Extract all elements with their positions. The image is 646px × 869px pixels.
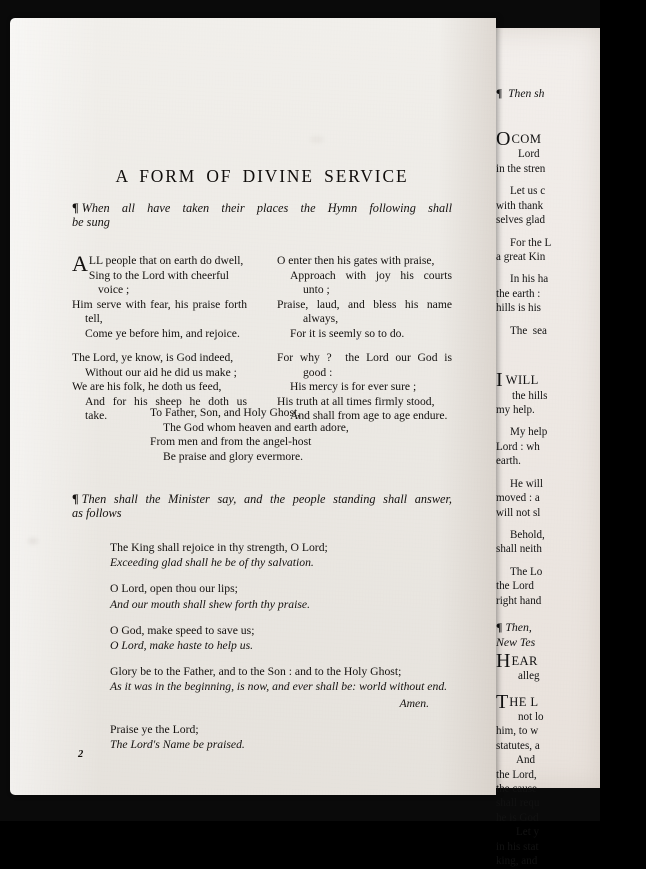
page-title: A FORM OF DIVINE SERVICE [115,166,409,186]
hymn-line: For it is seemly so to do. [290,326,405,340]
facing-page-text-fragments: ¶ Then sh O COM Lord in the stren Let us c with thank selves glad For the L a great Kin In his ha the earth : hills is his The sea I WILL the hills my help. My help Lord : wh earth. He will moved : a will not sl Behold, shall neith The Lo the Lord right hand ¶ Then, New Tes H EAR alleg T HE L not lo him, to w statutes, a And the Lord, the cause shall requ he is God Let y in his stat king, and [496,87,552,868]
versicle: Glory be to the Father, and to the Son : and to the Holy Ghost; [110,665,402,679]
rubric-1-line-2: be sung [72,215,110,230]
hymn-line: Without our aid he did us make ; [85,365,237,379]
versicle-response-pair [110,581,455,611]
hymn-line: voice ; [98,283,130,297]
hymn-doxology-stanza [72,406,452,465]
hymn-line: And for his sheep he doth us [85,394,247,408]
response: The Lord's Name be praised. [110,738,245,752]
hymn-line: unto ; [303,283,330,297]
hymn-line: good : [303,365,333,379]
versicle-response-pair [110,623,455,653]
rubric-1-line-1: When all have taken their places the Hymn following shall [81,201,452,215]
hymn-line: LL people that on earth do dwell, [88,254,244,267]
hymn-line: take. [85,409,108,423]
response: And our mouth shall shew forth thy praise. [110,597,310,611]
versicle-response-pair [110,540,455,570]
rubric-hymn-instruction [72,201,452,230]
rubric-2-line-1: Then shall the Minister say, and the people standing shall answer, [81,492,452,506]
response: O Lord, make haste to help us. [110,639,254,653]
hymn-line: Approach with joy his courts [290,268,452,282]
pilcrow-icon: ¶ [72,201,79,215]
hymn-stanza [277,254,452,341]
versicle: O Lord, open thou our lips; [110,582,238,596]
hymn-line: always, [303,312,339,326]
hymn-line: For why ? the Lord our God is [277,351,452,365]
hymn-line: The Lord, ye know, is God indeed, [72,351,234,365]
rubric-2-line-2: as follows [72,506,122,521]
hymn-line: Come ye before him, and rejoice. [85,326,240,340]
hymn-line: tell, [85,312,103,326]
versicles-and-responses [110,540,455,763]
rubric-minister-instruction [72,492,452,521]
hymn-line: O enter then his gates with praise, [277,254,435,267]
versicle-response-pair [110,664,455,711]
versicle: O God, make speed to save us; [110,623,255,637]
versicle: The King shall rejoice in thy strength, O Lord; [110,541,328,554]
amen: Amen. [399,696,429,710]
dropcap-A: A [72,251,88,276]
doxology-line: To Father, Son, and Holy Ghost, [150,406,301,419]
doxology-line: From men and from the angel-host [150,435,312,449]
pilcrow-icon: ¶ [72,492,79,506]
hymn-line: Sing to the Lord with cheerful [88,268,229,282]
hymn-line: His mercy is for ever sure ; [290,380,417,394]
versicle: Praise ye the Lord; [110,722,199,736]
versicle-response-pair [110,722,455,752]
page-number: 2 [78,749,84,760]
response: As it was in the beginning, is now, and ever shall be: world without end. [110,680,448,694]
hymn-line: Him serve with fear, his praise forth [72,297,247,311]
scan-blemish [310,136,324,143]
hymn-line: His truth at all times firmly stood, [277,394,435,408]
doxology-line: Be praise and glory evermore. [163,450,304,464]
hymn-line: Praise, laud, and bless his name [277,297,452,311]
hymn-line: We are his folk, he doth us feed, [72,380,222,394]
hymn-line: And shall from age to age endure. [290,409,448,423]
left-page [10,18,496,795]
hymn-stanza [72,251,247,341]
doxology-line: The God whom heaven and earth adore, [163,420,349,434]
scan-blemish [28,538,38,544]
response: Exceeding glad shall he be of thy salvation. [110,556,314,570]
